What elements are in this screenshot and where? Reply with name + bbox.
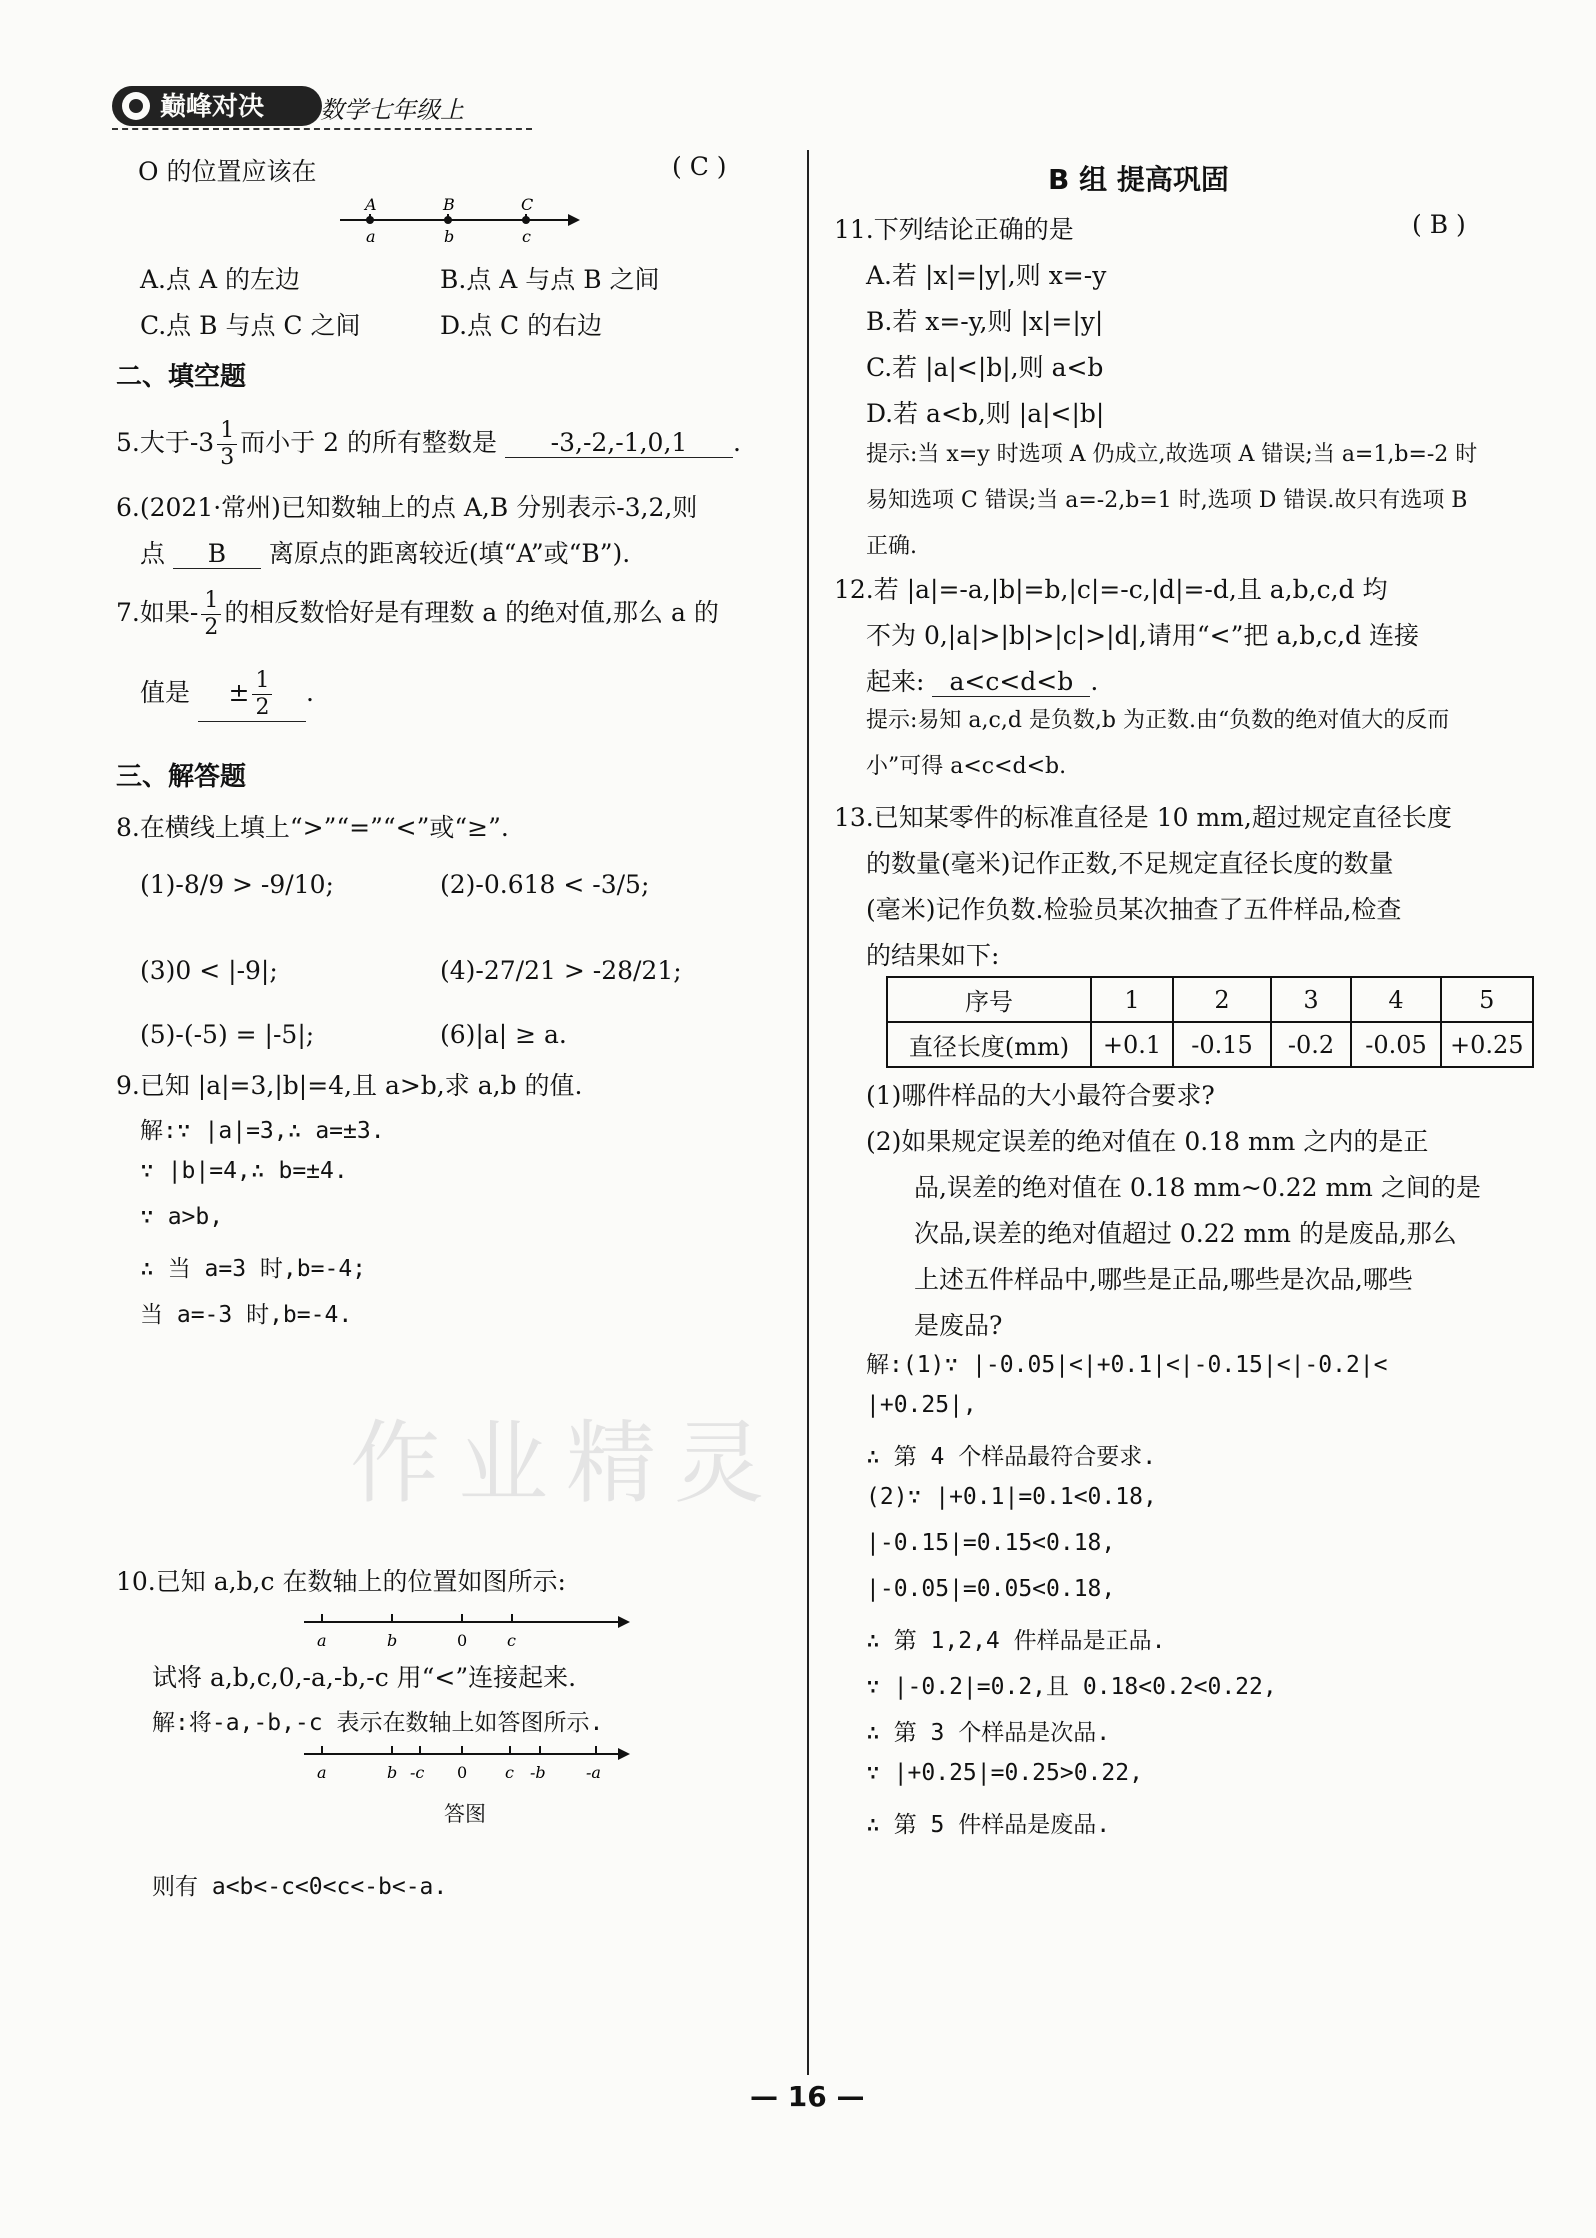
table-cell: 3 — [1271, 977, 1351, 1022]
q12-hint: 提示:易知 a,c,d 是负数,b 为正数.由“负数的绝对值大的反而小”可得 a<c<d<b. — [866, 708, 1450, 779]
q10-axis1-b: b — [387, 1631, 398, 1650]
q10-axis1-0: 0 — [457, 1631, 468, 1650]
q4-axis-label-a: a — [366, 227, 376, 246]
q11-option-a: A.若 |x|=|y|,则 x=-y — [866, 261, 1107, 290]
q11-option-d: D.若 a<b,则 |a|<|b| — [866, 399, 1105, 428]
q10-axis2-neg-c: -c — [410, 1763, 425, 1782]
section-fill-in: 二、填空题 — [116, 362, 247, 392]
page-number: — 16 — — [750, 2080, 865, 2113]
question-13-line4: 的结果如下: — [866, 941, 1000, 970]
q13-solution-2: |+0.25|, — [866, 1392, 977, 1418]
q5-fraction: $\frac{1}{3}$ — [217, 418, 237, 471]
table-cell: -0.05 — [1351, 1022, 1441, 1067]
table-cell: +0.25 — [1441, 1022, 1533, 1067]
q8-item-3: (3)0 < |-9|; — [140, 956, 278, 985]
question-13-line3: (毫米)记作负数.检验员某次抽查了五件样品,检查 — [866, 895, 1402, 924]
q4-option-a: A.点 A 的左边 — [140, 265, 300, 294]
question-6-line2: 点 B 离原点的距离较近(填“A”或“B”). — [140, 539, 631, 568]
q8-item-4: (4)-27/21 > -28/21; — [440, 956, 682, 985]
question-12-line1: 12.若 |a|=-a,|b|=b,|c|=-c,|d|=-d,且 a,b,c,d 均 — [834, 575, 1388, 604]
question-9-title: 9.已知 |a|=3,|b|=4,且 a>b,求 a,b 的值. — [116, 1071, 583, 1100]
q8-item-1: (1)-8/9 > -9/10; — [140, 870, 334, 899]
q10-solution: 解:将-a,-b,-c 表示在数轴上如答图所示. — [152, 1710, 604, 1736]
q10-axis2-neg-a: -a — [586, 1763, 601, 1782]
table-cell: -0.2 — [1271, 1022, 1351, 1067]
watermark: 作业精灵 — [350, 1411, 782, 1516]
q13-solution-1: 解:(1)∵ |-0.05|<|+0.1|<|-0.15|<|-0.2|< — [866, 1352, 1388, 1378]
group-b-title: B 组 提高巩固 — [1048, 163, 1229, 196]
q8-item-5: (5)-(-5) = |-5|; — [140, 1020, 315, 1049]
q10-result: 则有 a<b<-c<0<c<-b<-a. — [152, 1874, 448, 1900]
q4-number-line — [330, 196, 590, 252]
q4-axis-label-C: C — [521, 196, 534, 214]
table-cell: 2 — [1173, 977, 1271, 1022]
q13-solution-7: ∴ 第 1,2,4 件样品是正品. — [866, 1628, 1166, 1654]
book-subtitle: 数学七年级上 — [320, 96, 464, 124]
q13-solution-4: (2)∵ |+0.1|=0.1<0.18, — [866, 1484, 1157, 1510]
q8-item-6: (6)|a| ≥ a. — [440, 1020, 567, 1049]
q10-axis2-b: b — [387, 1763, 398, 1782]
q10-number-line — [300, 1608, 640, 1654]
table-cell: +0.1 — [1091, 1022, 1173, 1067]
q4-axis-label-c: c — [522, 227, 531, 246]
q10-axis2-a: a — [317, 1763, 327, 1782]
q4-answer: ( C ) — [672, 152, 727, 181]
q13-sub-3: 品,误差的绝对值在 0.18 mm~0.22 mm 之间的是 — [914, 1173, 1481, 1202]
table-cell: 直径长度(mm) — [887, 1022, 1091, 1067]
brand-logo — [112, 82, 342, 130]
q13-solution-3: ∴ 第 4 个样品最符合要求. — [866, 1444, 1157, 1470]
table-row — [887, 1022, 1533, 1067]
q7-fraction: $\frac{1}{2}$ — [201, 588, 221, 641]
question-8-title: 8.在横线上填上“>”“=”“<”或“≥”. — [116, 813, 509, 842]
table-header-row — [887, 977, 1533, 1022]
q10-axis1-a: a — [317, 1631, 327, 1650]
question-12-line2: 不为 0,|a|>|b|>|c|>|d|,请用“<”把 a,b,c,d 连接 — [866, 621, 1420, 650]
q13-solution-6: |-0.05|=0.05<0.18, — [866, 1576, 1116, 1602]
q13-solution-11: ∴ 第 5 件样品是废品. — [866, 1812, 1111, 1838]
q9-solution-3: ∵ a>b, — [140, 1204, 224, 1230]
question-5: 5.大于-3 $\frac{1}{3}$ 而小于 2 的所有整数是 -3,-2,-1,0,1 . — [116, 418, 741, 470]
column-divider — [807, 150, 809, 2075]
q10-axis1-c: c — [507, 1631, 516, 1650]
q13-sub-2: (2)如果规定误差的绝对值在 0.18 mm 之内的是正 — [866, 1127, 1429, 1156]
q5-answer: -3,-2,-1,0,1 — [505, 428, 733, 458]
table-cell: 4 — [1351, 977, 1441, 1022]
q13-solution-10: ∵ |+0.25|=0.25>0.22, — [866, 1760, 1143, 1786]
q13-solution-9: ∴ 第 3 个样品是次品. — [866, 1720, 1111, 1746]
q11-hint: 提示:当 x=y 时选项 A 仍成立,故选项 A 错误;当 a=1,b=-2 时易知选项 C 错误;当 a=-2,b=1 时,选项 D 错误.故只有选项 B 正确. — [866, 442, 1478, 559]
q13-solution-8: ∵ |-0.2|=0.2,且 0.18<0.2<0.22, — [866, 1674, 1277, 1700]
q9-solution-2: ∵ |b|=4,∴ b=±4. — [140, 1158, 348, 1184]
q4-text: O 的位置应该在 — [138, 157, 317, 186]
q10-caption: 答图 — [444, 1802, 486, 1826]
section-answer: 三、解答题 — [116, 762, 247, 792]
header-rule — [112, 128, 532, 130]
q4-axis-label-A: A — [365, 196, 377, 214]
question-10-title: 10.已知 a,b,c 在数轴上的位置如图所示: — [116, 1567, 566, 1596]
q7-answer: ± $\frac{1}{2}$ — [198, 668, 306, 722]
q13-sub-6: 是废品? — [914, 1311, 1003, 1340]
q8-item-2: (2)-0.618 < -3/5; — [440, 870, 650, 899]
table-cell: -0.15 — [1173, 1022, 1271, 1067]
question-7-value: 值是 ± $\frac{1}{2}$ . — [140, 668, 314, 720]
table-cell: 序号 — [887, 977, 1091, 1022]
question-13-line2: 的数量(毫米)记作正数,不足规定直径长度的数量 — [866, 849, 1394, 878]
q13-sub-5: 上述五件样品中,哪些是正品,哪些是次品,哪些 — [914, 1265, 1413, 1294]
question-13-line1: 13.已知某零件的标准直径是 10 mm,超过规定直径长度 — [834, 803, 1452, 832]
question-6-line1: 6.(2021·常州)已知数轴上的点 A,B 分别表示-3,2,则 — [116, 493, 698, 522]
question-7: 7.如果- $\frac{1}{2}$ 的相反数恰好是有理数 a 的绝对值,那么 a 的 — [116, 588, 719, 640]
q4-option-b: B.点 A 与点 B 之间 — [440, 265, 660, 294]
q4-axis-label-B: B — [443, 196, 455, 214]
q13-sub-1: (1)哪件样品的大小最符合要求? — [866, 1081, 1215, 1110]
q10-axis2-neg-b: -b — [530, 1763, 546, 1782]
q13-solution-5: |-0.15|=0.15<0.18, — [866, 1530, 1116, 1556]
brand-text: 巅峰对决 — [160, 92, 265, 122]
q11-option-c: C.若 |a|<|b|,则 a<b — [866, 353, 1104, 382]
q6-answer: B — [173, 539, 261, 569]
q11-answer: ( B ) — [1412, 210, 1466, 239]
q10-axis2-c: c — [505, 1763, 514, 1782]
q4-axis-label-b: b — [444, 227, 455, 246]
q9-solution-1: 解:∵ |a|=3,∴ a=±3. — [140, 1118, 385, 1144]
q10-task: 试将 a,b,c,0,-a,-b,-c 用“<”连接起来. — [152, 1663, 577, 1692]
table-cell: 5 — [1441, 977, 1533, 1022]
q11-option-b: B.若 x=-y,则 |x|=|y| — [866, 307, 1104, 336]
q4-option-c: C.点 B 与点 C 之间 — [140, 311, 361, 340]
q9-solution-5: 当 a=-3 时,b=-4. — [140, 1302, 353, 1328]
q12-answer: a<c<d<b — [932, 667, 1090, 697]
measurement-table — [886, 976, 1534, 1068]
q10-answer-number-line — [300, 1740, 640, 1786]
question-12-line3: 起来: a<c<d<b . — [866, 667, 1099, 696]
q10-axis2-0: 0 — [457, 1763, 468, 1782]
q9-solution-4: ∴ 当 a=3 时,b=-4; — [140, 1256, 367, 1282]
q13-sub-4: 次品,误差的绝对值超过 0.22 mm 的是废品,那么 — [914, 1219, 1457, 1248]
table-cell: 1 — [1091, 977, 1173, 1022]
q4-option-d: D.点 C 的右边 — [440, 311, 603, 340]
question-11-title: 11.下列结论正确的是 — [834, 215, 1074, 244]
